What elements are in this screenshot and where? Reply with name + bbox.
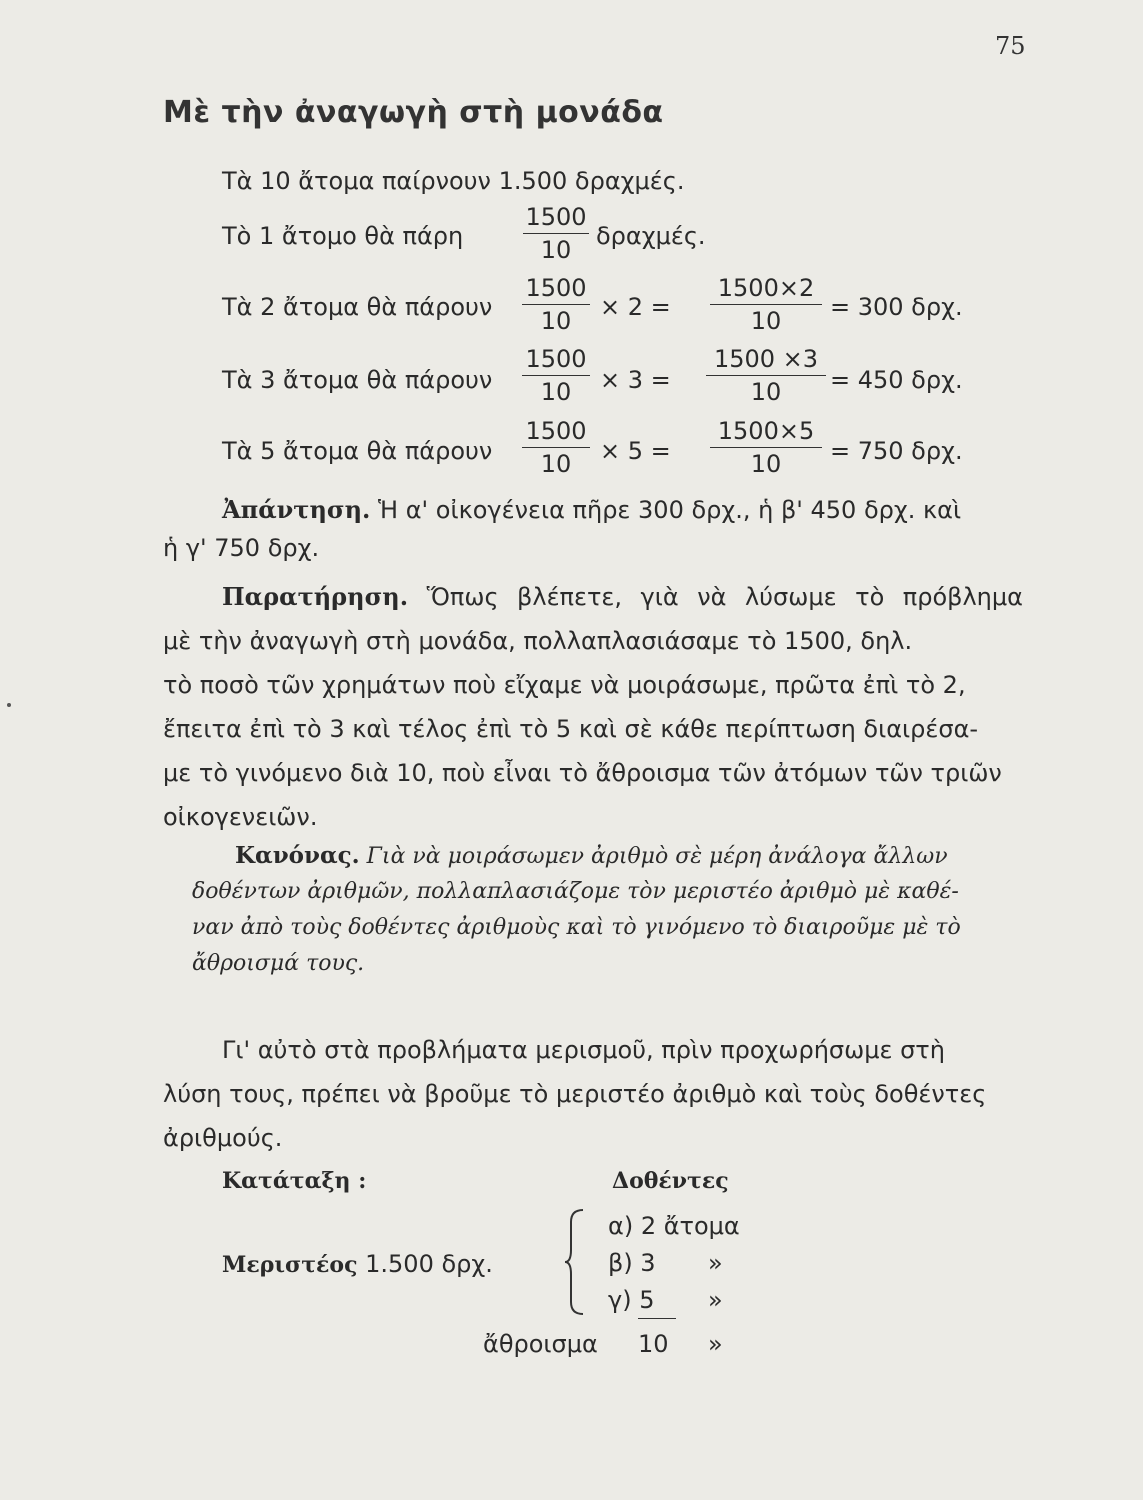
calc-fraction — [522, 274, 590, 335]
rule-row: ἄθροισμά τους. — [192, 951, 365, 976]
conclusion-row: Γι' αὐτὸ στὰ προβλήματα μερισμοῦ, πρὶν προχωρήσωμε στὴ — [222, 1036, 945, 1064]
fraction-denominator: 10 — [540, 378, 572, 406]
calc-fraction — [522, 345, 590, 406]
rule-row: δοθέντων ἀριθμῶν, πολλαπλασιάζομε τὸν μεριστέο ἀριθμὸ μὲ καθέ- — [192, 879, 959, 904]
intro-line-2-unit: δραχμές. — [596, 222, 706, 250]
given-item: β) 3 — [608, 1249, 656, 1277]
remark-row: οἰκογενειῶν. — [163, 803, 318, 831]
calc-result: = 750 δρχ. — [830, 437, 963, 465]
sum-divider — [638, 1318, 676, 1319]
remark-row: μὲ τὴν ἀναγωγὴ στὴ μονάδα, πολλαπλασιάσαμε τὸ 1500, δηλ. — [163, 627, 913, 655]
conclusion-row: ἀριθμούς. — [163, 1124, 283, 1152]
calc-times: × 3 = — [600, 366, 671, 394]
margin-dot — [7, 703, 11, 707]
fraction-denominator: 10 — [540, 236, 572, 264]
remark-label: Παρατήρηση. — [222, 582, 409, 611]
conclusion-paragraph — [163, 1028, 1023, 1160]
answer-line-1 — [222, 495, 961, 524]
section-heading: Mὲ τὴν ἀναγωγὴ στὴ μονάδα — [163, 95, 664, 130]
remark-row: με τὸ γινόμενο διὰ 10, ποὺ εἶναι τὸ ἄθροισμα τῶν ἀτόμων τῶν τριῶν — [163, 759, 1002, 787]
conclusion-row: λύση τους, πρέπει νὰ βροῦμε τὸ μεριστέο ἀριθμὸ καὶ τοὺς δοθέντες — [163, 1080, 987, 1108]
dividend-value: 1.500 δρχ. — [365, 1250, 493, 1278]
given-item: α) 2 ἄτομα — [608, 1212, 740, 1240]
answer-label: Ἀπάντηση. — [222, 495, 371, 524]
ditto-mark: » — [708, 1249, 723, 1277]
remark-row: ἔπειτα ἐπὶ τὸ 3 καὶ τέλος ἐπὶ τὸ 5 καὶ σὲ κάθε περίπτωση διαιρέσα- — [163, 715, 979, 743]
dividend-row — [222, 1250, 493, 1278]
calc-result: = 300 δρχ. — [830, 293, 963, 321]
curly-brace-icon — [563, 1208, 587, 1316]
calc-fraction — [522, 417, 590, 478]
rule-block — [192, 838, 1022, 982]
dividend-label: Μεριστέος — [222, 1252, 358, 1278]
remark-row — [163, 575, 1023, 619]
fraction-denominator: 10 — [540, 450, 572, 478]
rule-row: ναν ἀπὸ τοὺς δοθέντες ἀριθμοὺς καὶ τὸ γινόμενο τὸ διαιροῦμε μὲ τὸ — [192, 915, 961, 940]
calc-label: Τὰ 2 ἄτομα θὰ πάρουν — [222, 293, 493, 321]
fraction-denominator: 10 — [540, 307, 572, 335]
fraction-numerator: 1500×2 — [710, 274, 822, 305]
answer-line-2: ἡ γ' 750 δρχ. — [163, 534, 320, 562]
intro-fraction — [523, 203, 589, 264]
calc-times: × 5 = — [600, 437, 671, 465]
calc-fraction-2 — [706, 345, 826, 406]
fraction-denominator: 10 — [750, 450, 782, 478]
fraction-numerator: 1500 ×3 — [706, 345, 826, 376]
remark-paragraph — [163, 575, 1023, 839]
fraction-numerator: 1500 — [522, 417, 590, 448]
calc-label: Τὰ 3 ἄτομα θὰ πάρουν — [222, 366, 493, 394]
fraction-numerator: 1500 — [522, 345, 590, 376]
rule-label: Κανόνας. — [235, 842, 360, 869]
calc-times: × 2 = — [600, 293, 671, 321]
fraction-numerator: 1500 — [522, 274, 590, 305]
fraction-numerator: 1500×5 — [710, 417, 822, 448]
calc-fraction-2 — [710, 274, 822, 335]
calc-result: = 450 δρχ. — [830, 366, 963, 394]
fraction-numerator: 1500 — [523, 203, 589, 234]
given-header: Δοθέντες — [612, 1168, 729, 1194]
given-item: γ) 5 — [608, 1286, 655, 1314]
ditto-mark: » — [708, 1286, 723, 1314]
rule-text: Γιὰ νὰ μοιράσωμεν ἀριθμὸ σὲ μέρη ἀνάλογα ἄλλων — [366, 844, 948, 869]
sum-label: ἄθροισμα — [483, 1330, 598, 1358]
intro-line-2-text: Τὸ 1 ἄτομο θὰ πάρη — [222, 222, 464, 250]
calc-label: Τὰ 5 ἄτομα θὰ πάρουν — [222, 437, 493, 465]
answer-text: Ἡ α' οἰκογένεια πῆρε 300 δρχ., ἡ β' 450 δρχ. καὶ — [378, 496, 962, 524]
sum-value: 10 — [638, 1330, 669, 1358]
classification-label: Κατάταξη : — [222, 1168, 367, 1194]
intro-line-1: Τὰ 10 ἄτομα παίρνουν 1.500 δραχμές. — [222, 167, 685, 195]
remark-text: Ὅπως βλέπετε, γιὰ νὰ λύσωμε τὸ πρόβλημα — [426, 583, 1023, 611]
fraction-denominator: 10 — [750, 378, 782, 406]
page-number: 75 — [995, 32, 1026, 60]
calc-fraction-2 — [710, 417, 822, 478]
fraction-denominator: 10 — [750, 307, 782, 335]
ditto-mark: » — [708, 1330, 723, 1358]
rule-row — [192, 838, 1022, 874]
remark-row: τὸ ποσὸ τῶν χρημάτων ποὺ εἴχαμε νὰ μοιράσωμε, πρῶτα ἐπὶ τὸ 2, — [163, 671, 966, 699]
